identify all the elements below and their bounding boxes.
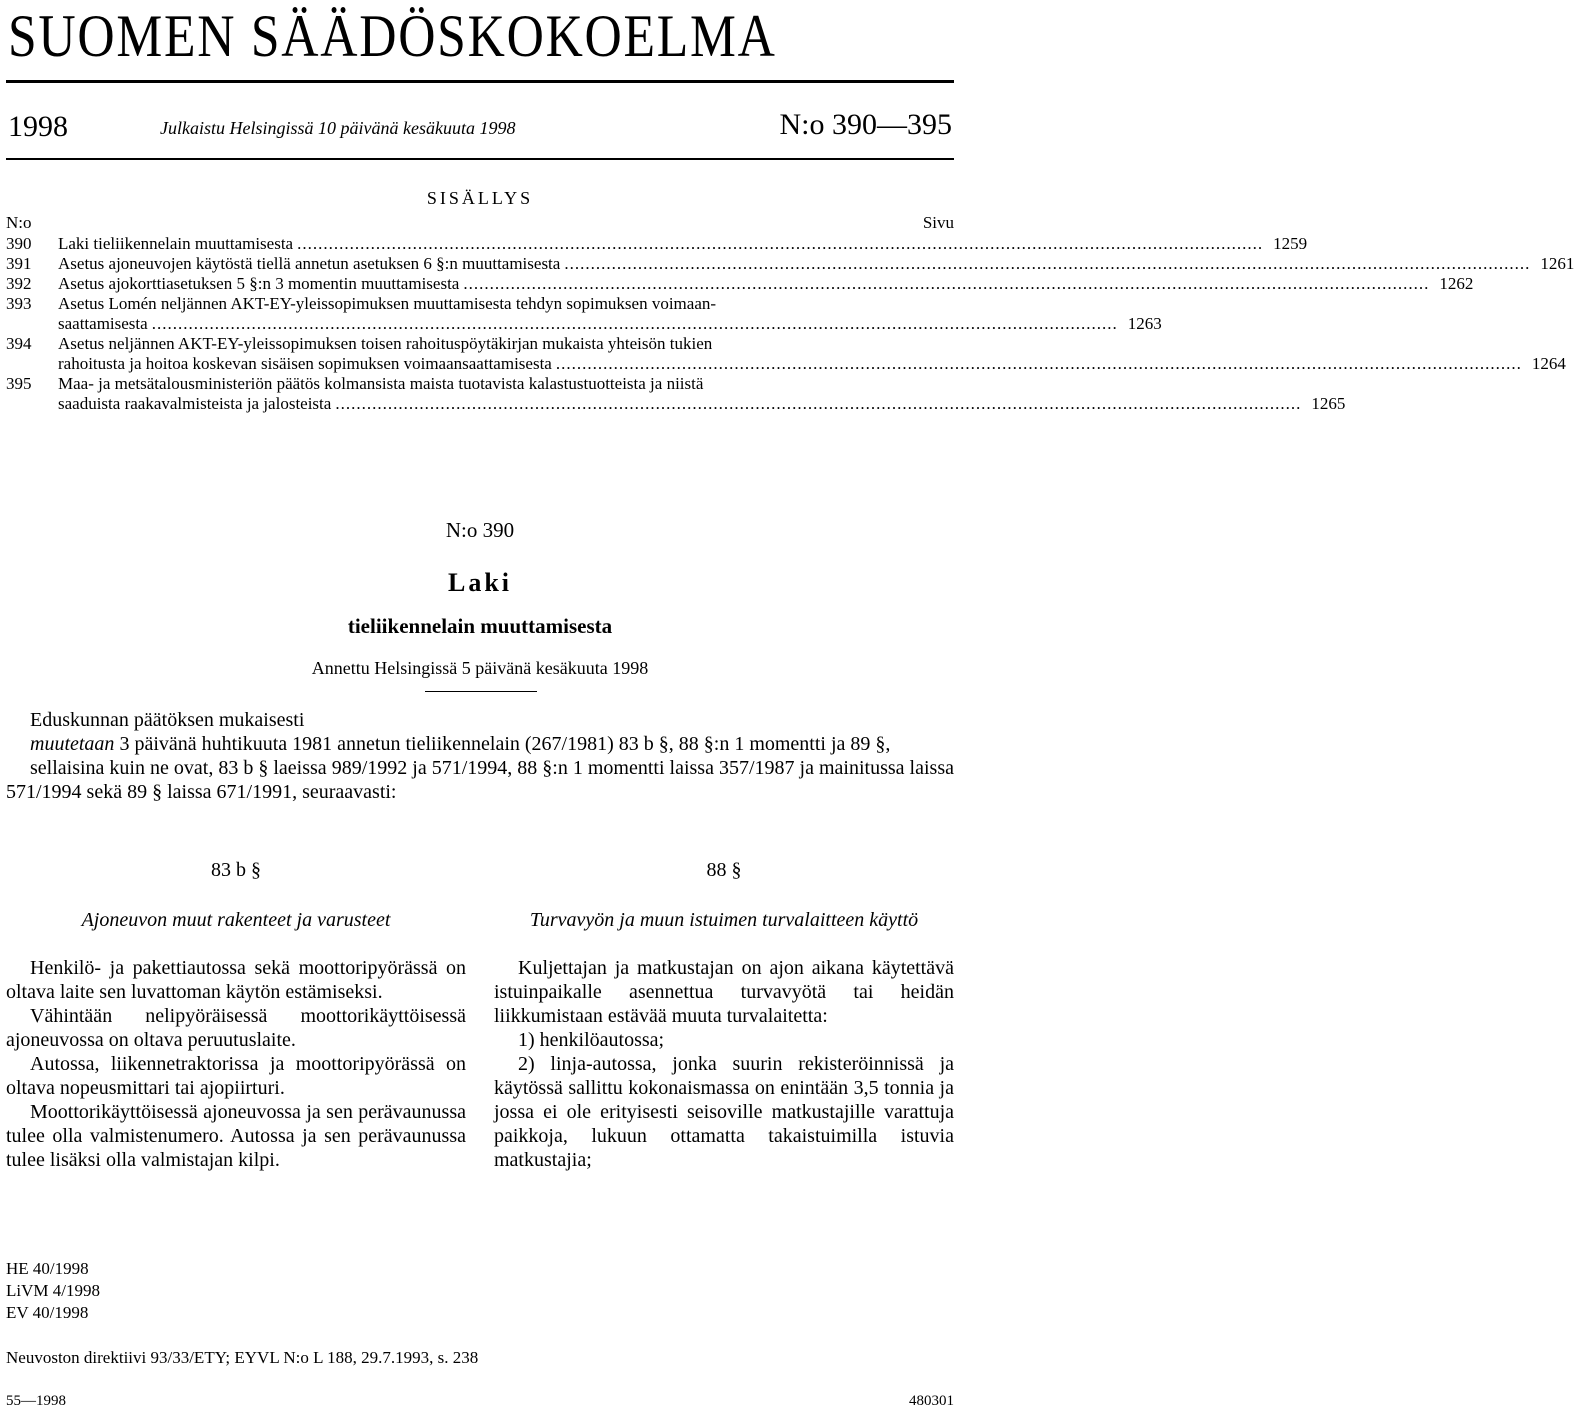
- act-type: Laki: [447, 568, 513, 597]
- section-paragraph: Vähintään nelipyöräisessä moottorikäyttöisessä ajoneuvossa on oltava peruutuslaite.: [6, 1005, 466, 1051]
- toc-item[interactable]: [6, 334, 1566, 374]
- toc-title: SISÄLLYS: [426, 188, 534, 208]
- preamble-amend: [6, 732, 954, 756]
- toc-item-number: 394: [6, 334, 32, 353]
- toc-item-number: 392: [6, 274, 32, 293]
- preamble-continuation: sellaisina kuin ne ovat, 83 b § laeissa 989/1992 ja 571/1994, 88 §:n 1 momentti laissa 357/1987 ja mainitussa laissa 571/1994 sekä 89 § laissa 671/1991, seuraavasti:: [6, 757, 954, 803]
- act-date: Annettu Helsingissä 5 päivänä kesäkuuta 1998: [311, 658, 649, 678]
- toc-item[interactable]: [6, 374, 1346, 414]
- toc-item[interactable]: [6, 234, 1308, 254]
- section-paragraph: 2) linja-autossa, jonka suurin rekisteröinnissä ja käytössä sallittu kokonaismassa on enintään 3,5 tonnia ja jossa ei ole erityisesti seisoville matkustajille varattuja paikkoja, lukuun ottamatta takaistuimilla istuvia matkustajia;: [494, 1053, 954, 1171]
- toc-item-page: 1264: [1531, 354, 1566, 373]
- toc-item-title-cont: rahoitusta ja hoitoa koskevan sisäisen sopimuksen voimaansaattamisesta: [58, 354, 552, 373]
- section-paragraph: Kuljettajan ja matkustajan on ajon aikana käytettävä istuinpaikalle asennettua turvavyötä tai heidän liikkumistaan estävää muuta turvalaitetta:: [494, 957, 954, 1027]
- preamble-amend-text: 3 päivänä huhtikuuta 1981 annetun tieliikennelain (267/1981) 83 b §, 88 §:n 1 momentti ja 89 §,: [114, 733, 891, 755]
- toc-item-title: Asetus ajokorttiasetuksen 5 §:n 3 momentin muuttamisesta: [58, 274, 460, 293]
- section-paragraph: Moottorikäyttöisessä ajoneuvossa ja sen perävaunussa tulee olla valmistenumero. Autossa ja sen perävaunussa tulee lisäksi olla valmistajan kilpi.: [6, 1101, 466, 1171]
- section-paragraph: Henkilö- ja pakettiautossa sekä moottoripyörässä on oltava laite sen luvattoman käytön estämiseksi.: [6, 957, 466, 1003]
- header-rule: [6, 158, 954, 160]
- legislative-references: [6, 1258, 100, 1324]
- reference-ev: EV 40/1998: [6, 1303, 89, 1322]
- toc-leader: [335, 394, 1301, 414]
- toc-item-page: 1261: [1540, 254, 1574, 273]
- header-published: Julkaistu Helsingissä 10 päivänä kesäkuuta 1998: [160, 118, 516, 138]
- toc-item-number: 393: [6, 294, 32, 313]
- reference-livm: LiVM 4/1998: [6, 1281, 100, 1300]
- toc-item-page: 1265: [1311, 394, 1346, 413]
- preamble-amend-word: muutetaan: [30, 733, 115, 755]
- toc-column-number: N:o: [6, 213, 32, 232]
- toc-leader: [297, 234, 1263, 254]
- directive-reference: Neuvoston direktiivi 93/33/ETY; EYVL N:o L 188, 29.7.1993, s. 238: [6, 1348, 479, 1367]
- act-number: N:o 390: [445, 518, 515, 542]
- toc-item-page: 1263: [1127, 314, 1162, 333]
- toc-item-page: 1262: [1439, 274, 1474, 293]
- header-year: 1998: [8, 110, 68, 143]
- reference-he: HE 40/1998: [6, 1259, 89, 1278]
- section-paragraph: 1) henkilöautossa;: [518, 1029, 665, 1051]
- toc-item-title-cont: saaduista raakavalmisteista ja jalosteista: [58, 394, 332, 413]
- toc-item-title: Laki tieliikennelain muuttamisesta: [58, 234, 294, 253]
- toc-item-title-cont: saattamisesta: [58, 314, 148, 333]
- section-title: Ajoneuvon muut rakenteet ja varusteet: [81, 909, 391, 931]
- section-number: 83 b §: [211, 859, 261, 881]
- toc-item[interactable]: [6, 274, 1474, 294]
- section-83b: [6, 858, 466, 1172]
- masthead-title: SUOMEN SÄÄDÖSKOKOELMA: [8, 3, 777, 69]
- toc-leader: [556, 354, 1522, 374]
- toc-item[interactable]: [6, 254, 1574, 274]
- table-of-contents: [6, 234, 1574, 414]
- section-number: 88 §: [706, 859, 742, 881]
- preamble-intro: Eduskunnan päätöksen mukaisesti: [30, 709, 305, 731]
- header-range: N:o 390—395: [779, 108, 952, 141]
- section-paragraph: Autossa, liikennetraktorissa ja moottoripyörässä on oltava nopeusmittari tai ajopiirturi.: [6, 1053, 466, 1099]
- masthead-rule: [6, 80, 954, 83]
- toc-item-title: Maa- ja metsätalousministeriön päätös kolmansista maista tuotavista kalastustuotteista ja niistä: [58, 374, 704, 393]
- act-title: tieliikennelain muuttamisesta: [347, 614, 613, 638]
- footer-right: 480301: [909, 1393, 954, 1409]
- toc-item-number: 391: [6, 254, 32, 273]
- toc-item-title: Asetus Lomén neljännen AKT-EY-yleissopimuksen muuttamisesta tehdyn sopimuksen voimaan-: [58, 294, 717, 313]
- toc-item[interactable]: [6, 294, 1162, 334]
- preamble: [6, 708, 954, 804]
- section-88: [494, 858, 954, 1172]
- toc-leader: [564, 254, 1530, 274]
- toc-column-page: Sivu: [922, 213, 954, 232]
- toc-item-title: Asetus neljännen AKT-EY-yleissopimuksen toisen rahoituspöytäkirjan mukaista yhteisön tukien: [58, 334, 713, 353]
- toc-item-number: 390: [6, 234, 32, 253]
- toc-leader: [463, 274, 1429, 294]
- toc-item-title: Asetus ajoneuvojen käytöstä tiellä annetun asetuksen 6 §:n muuttamisesta: [58, 254, 561, 273]
- act-divider: [425, 691, 537, 692]
- section-title: Turvavyön ja muun istuimen turvalaitteen käyttö: [529, 909, 919, 931]
- toc-item-page: 1259: [1273, 234, 1308, 253]
- toc-item-number: 395: [6, 374, 32, 393]
- toc-leader: [152, 314, 1118, 334]
- footer-left: 55—1998: [6, 1393, 66, 1409]
